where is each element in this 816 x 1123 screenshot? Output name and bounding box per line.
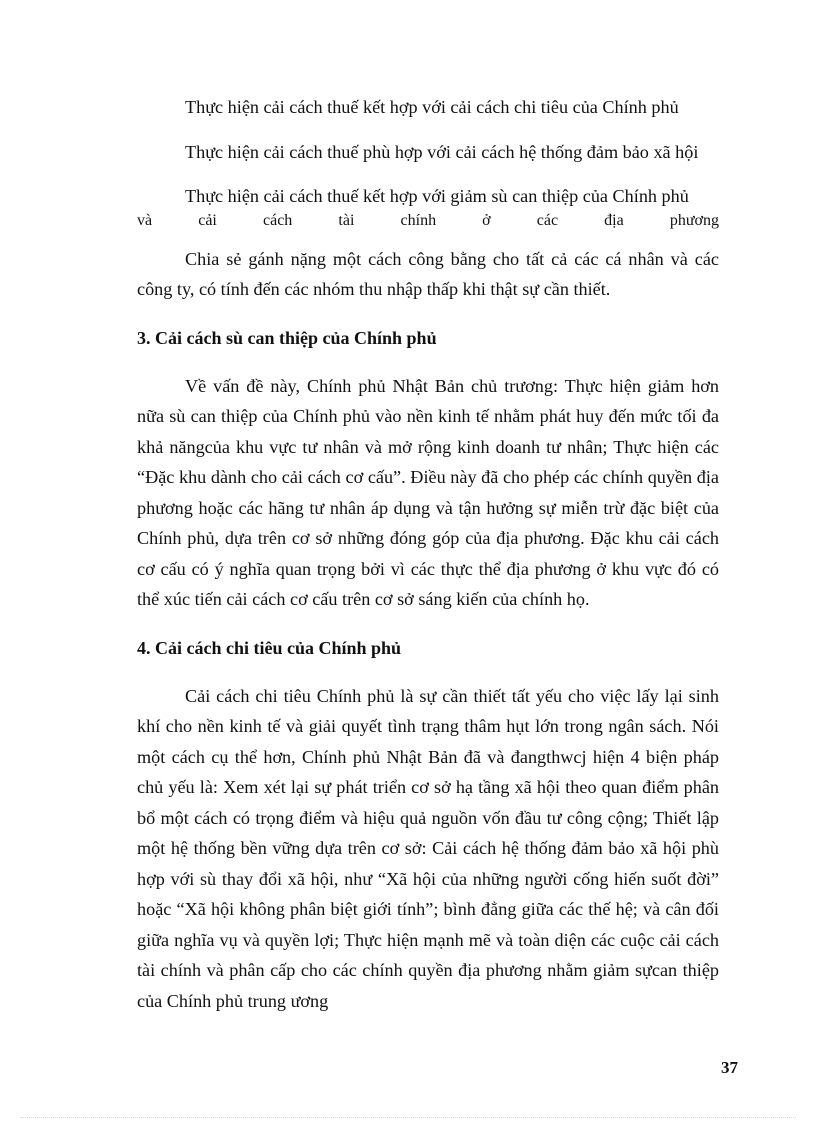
word: phương (669, 211, 719, 229)
section-heading-spending-reform: 4. Cải cách chi tiêu của Chính phủ (137, 637, 402, 658)
word: cách (262, 211, 293, 229)
word: ở (482, 211, 491, 229)
paragraph-tax-intervention-reform-last-line (137, 212, 719, 230)
paragraph-tax-intervention-reform: Thực hiện cải cách thuế kết hợp với giảm sù can thiệp của Chính phủ (185, 186, 689, 206)
paragraph-tax-social-security-reform: Thực hiện cải cách thuế phù hợp với cải cách hệ thống đảm bảo xã hội (185, 141, 699, 162)
footer-divider (20, 1117, 796, 1118)
section-body-spending-reform: Cải cách chi tiêu Chính phủ là sự cần thiết tất yếu cho việc lấy lại sinh khí cho nền kinh tế và giải quyết tình trạng thâm hụt lớn trong ngân sách. Nói một cách cụ thể hơn, Chính phủ Nhật Bản đã và đangthwcj hiện 4 biện pháp chủ yếu là: Xem xét lại sự phát triển cơ sở hạ tầng xã hội theo quan điểm phân bổ một cách có trọng điểm và hiệu quả nguồn vốn đầu tư công cộng; Thiết lập một hệ thống bền vững dựa trên cơ sở: Cải cách hệ thống đảm bảo xã hội phù hợp với sù thay đổi xã hội, như “Xã hội của những người cống hiến suốt đời” hoặc “Xã hội không phân biệt giới tính”; bình đẳng giữa các thế hệ; và cân đối giữa nghĩa vụ và quyền lợi; Thực hiện mạnh mẽ và toàn diện các cuộc cải cách tài chính và phân cấp cho các chính quyền địa phương nhằm giảm sựcan thiệp của Chính phủ trung ương (137, 685, 719, 1011)
page-content (137, 92, 719, 1016)
paragraph-burden-sharing: Chia sẻ gánh nặng một cách công bằng cho tất cả các cá nhân và các công ty, có tính đến các nhóm thu nhập thấp khi thật sự cần thiết. (137, 248, 719, 299)
paragraph-tax-spending-reform: Thực hiện cải cách thuế kết hợp với cải cách chi tiêu của Chính phủ (185, 97, 679, 117)
word: địa (604, 211, 624, 229)
section-heading-intervention-reform: 3. Cải cách sù can thiệp của Chính phủ (137, 327, 437, 348)
word: và (137, 211, 153, 229)
section-body-intervention-reform: Về vấn đề này, Chính phủ Nhật Bản chủ trương: Thực hiện giảm hơn nữa sù can thiệp của Chính phủ vào nền kinh tế nhằm phát huy đến mức tối đa khả năngcủa khu vực tư nhân và mở rộng kinh doanh tư nhân; Thực hiện các “Đặc khu dành cho cải cách cơ cấu”. Điều này đã cho phép các chính quyền địa phương hoặc các hãng tư nhân áp dụng và tận hưởng sự miễn trừ đặc biệt của Chính phủ, dựa trên cơ sở những đóng góp của địa phương. Đặc khu cải cách cơ cấu có ý nghĩa quan trọng bởi vì các thực thể địa phương ở khu vực đó có thể xúc tiến cải cách cơ cấu trên cơ sở sáng kiến của chính họ. (137, 375, 719, 609)
word: tài (338, 211, 355, 229)
word: các (536, 211, 559, 229)
word: chính (400, 211, 437, 229)
word: cải (198, 211, 217, 229)
page-number: 37 (721, 1058, 738, 1077)
